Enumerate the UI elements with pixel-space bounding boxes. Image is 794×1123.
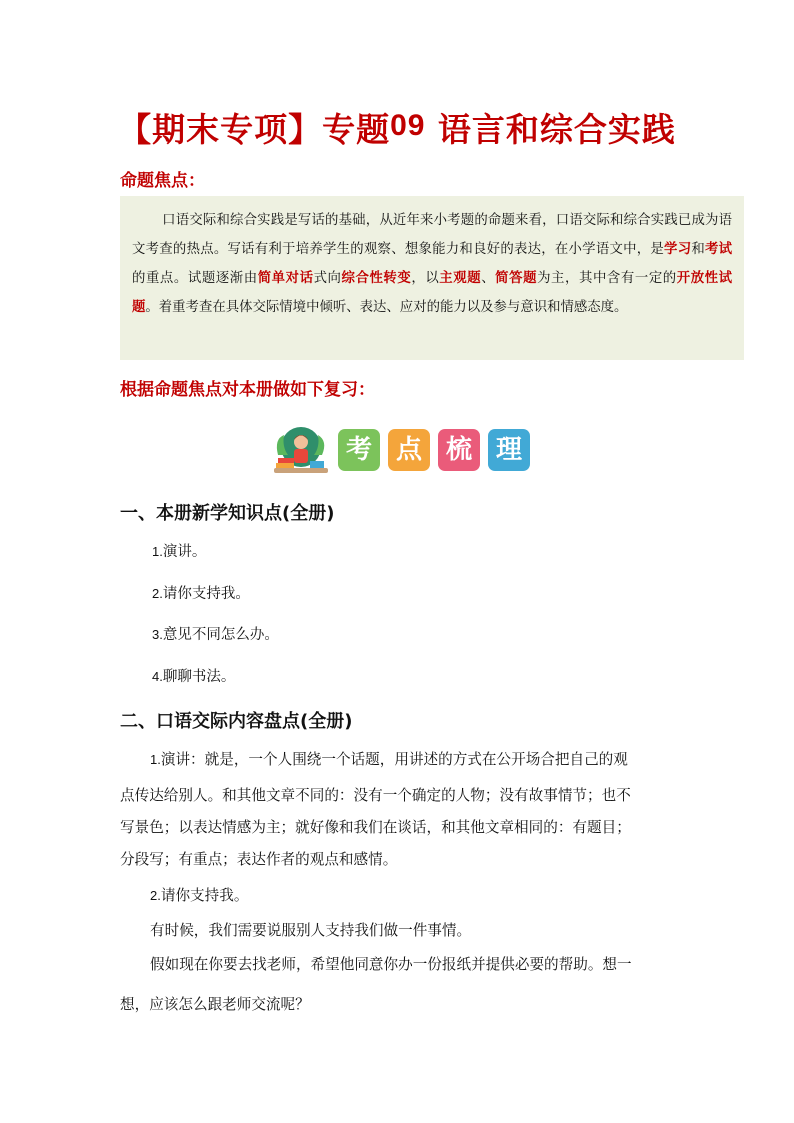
page-title	[0, 104, 794, 151]
banner-tile-shu	[438, 429, 480, 471]
paragraph-line: 假如现在你要去找老师，希望他同意你办一份报纸并提供必要的帮助。想一	[150, 956, 632, 973]
item-number: 2.	[150, 888, 161, 903]
list-item	[152, 582, 250, 603]
focus-text: 口语交际和综合实践是写话的基础，从近年来小考题的命题来看，口语交际和综合实践已成为语文考查的热点。写话有利于培养学生的观察、想象能力和良好的表达，在小学语文中，是	[132, 213, 732, 257]
title-suffix: 语言和综合实践	[425, 110, 676, 149]
paragraph-line: 想，应该怎么跟老师交流呢？	[120, 996, 310, 1013]
paragraph-text: 演讲：就是，一个人围绕一个话题，用讲述的方式在公开场合把自己的观	[160, 751, 628, 768]
paragraph-line: 点传达给别人。和其他文章不同的：没有一个确定的人物；没有故事情节；也不	[120, 787, 631, 804]
banner-tile-label: 梳	[445, 435, 472, 465]
item-text: 意见不同怎么办。	[162, 627, 279, 643]
focus-text: 、	[481, 271, 496, 286]
focus-highlight: 简单对话	[257, 270, 314, 286]
title-prefix: 【期末专项】专题	[118, 110, 391, 149]
banner-tile-label: 理	[495, 435, 522, 465]
focus-highlight: 考试	[705, 241, 733, 257]
review-label: 根据命题焦点对本册做如下复习：	[120, 380, 375, 400]
focus-highlight: 主观题	[439, 270, 482, 286]
paragraph-line	[150, 884, 248, 905]
focus-text: 式向	[313, 271, 342, 286]
item-text: 演讲。	[162, 544, 207, 560]
item-number: 1.	[150, 752, 161, 767]
focus-text: 的重点。试题逐渐由	[132, 271, 258, 286]
focus-highlight: 学习	[664, 241, 692, 257]
list-item	[152, 665, 235, 686]
section2-heading: 二、口语交际内容盘点(全册)	[120, 711, 353, 732]
focus-text: 为主，其中含有一定的	[537, 271, 677, 286]
paragraph-line	[150, 748, 628, 769]
section1-heading: 一、本册新学知识点(全册)	[120, 503, 335, 524]
item-text: 请你支持我。	[162, 586, 250, 602]
banner-tile-dian	[388, 429, 430, 471]
focus-highlight: 综合性转变	[341, 270, 412, 286]
item-number: 3.	[152, 627, 163, 642]
list-item	[152, 540, 206, 561]
focus-highlight: 开放性试题	[132, 270, 733, 315]
paragraph-text: 请你支持我。	[160, 887, 249, 904]
focus-highlight: 简答题	[495, 270, 538, 286]
title-number: 09	[390, 109, 426, 142]
banner-tile-li	[488, 429, 530, 471]
focus-box	[120, 196, 744, 360]
focus-text: 。着重考查在具体交际情境中倾听、表达、应对的能力以及参与意识和情感态度。	[145, 300, 628, 315]
item-number: 2.	[152, 586, 163, 601]
item-number: 1.	[152, 544, 163, 559]
paragraph-line: 分段写；有重点；表达作者的观点和感情。	[120, 851, 398, 868]
paragraph-line: 有时候，我们需要说服别人支持我们做一件事情。	[150, 922, 472, 939]
banner-tile-label: 点	[395, 435, 422, 465]
kaodian-banner	[270, 425, 530, 475]
focus-text: ，以	[411, 271, 440, 286]
reading-child-illustration	[270, 425, 332, 475]
focus-text: 和	[691, 242, 705, 257]
item-text: 聊聊书法。	[162, 669, 236, 685]
focus-label: 命题焦点：	[120, 171, 205, 191]
paragraph-line: 写景色；以表达情感为主；就好像和我们在谈话，和其他文章相同的：有题目；	[120, 819, 631, 836]
banner-tile-kao	[338, 429, 380, 471]
list-item	[152, 623, 279, 644]
item-number: 4.	[152, 669, 163, 684]
banner-tile-label: 考	[345, 435, 372, 465]
